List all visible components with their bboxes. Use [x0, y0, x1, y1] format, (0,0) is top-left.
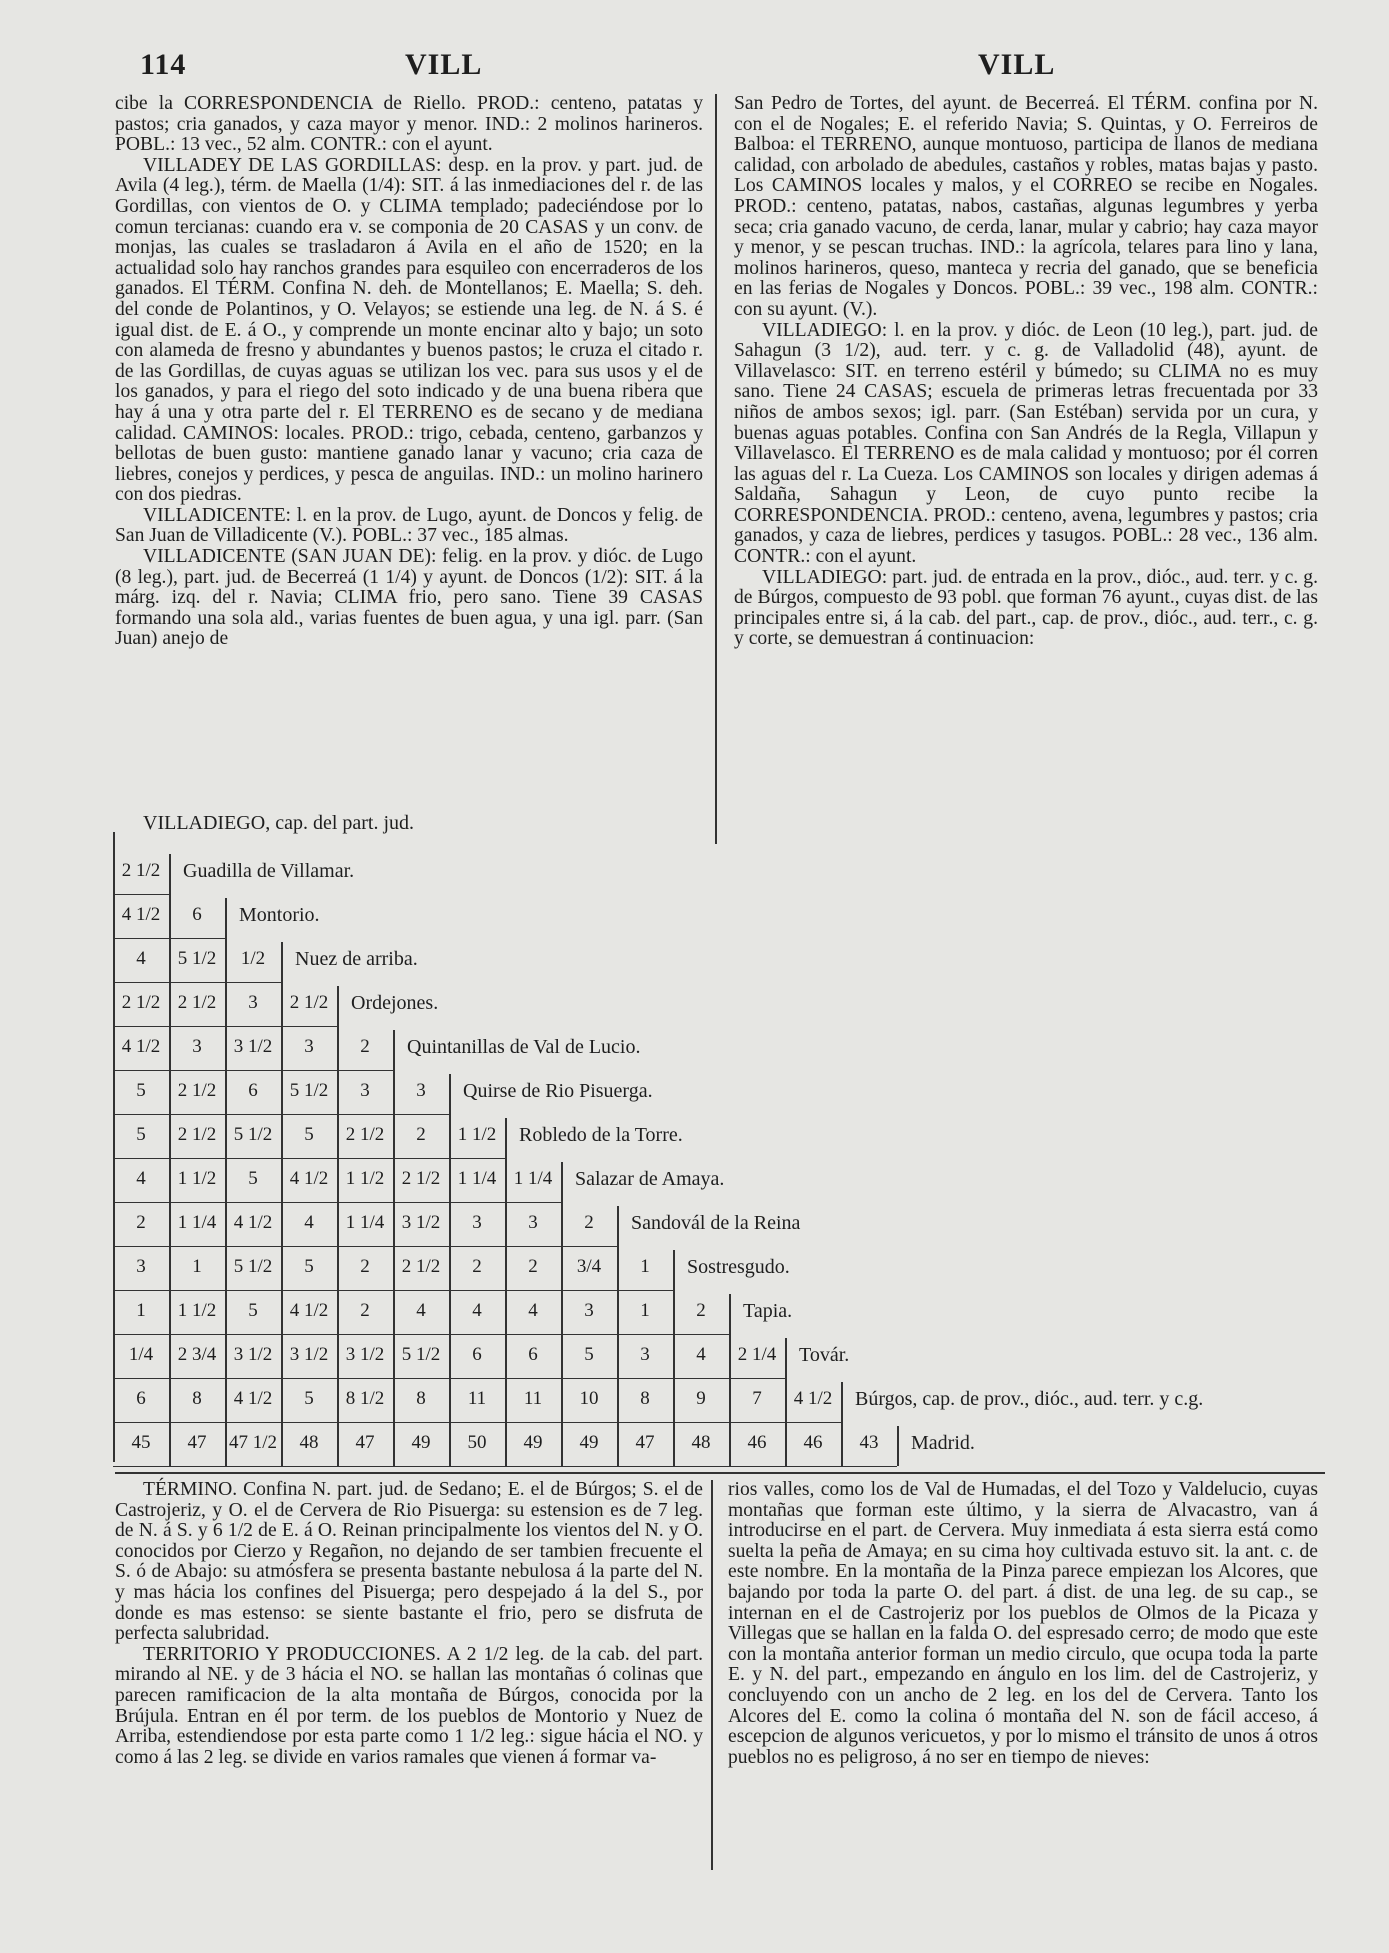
column-divider — [711, 1480, 713, 1870]
distance-cell: 2 — [472, 1256, 482, 1277]
distance-cell: 45 — [131, 1432, 151, 1453]
distance-cell: 2 — [416, 1124, 426, 1145]
column-rule — [841, 1382, 843, 1466]
column-rule — [113, 832, 115, 1462]
distance-cell: 3 — [584, 1300, 594, 1321]
bottom-right-column — [728, 1480, 1318, 1768]
distance-cell: 2 — [360, 1300, 370, 1321]
distance-cell: 2 1/2 — [345, 1124, 385, 1145]
town-name: Madrid. — [911, 1432, 975, 1454]
distance-cell: 3 — [472, 1212, 482, 1233]
distance-cell: 4 1/2 — [793, 1388, 833, 1409]
page-number: 114 — [140, 48, 187, 81]
town-name: Ordejones. — [351, 992, 439, 1014]
distance-cell: 3 — [248, 992, 258, 1013]
paragraph: cibe la CORRESPONDENCIA de Riello. PROD.: centeno, patatas y pastos; cria ganados, y caza mayor y menor. IND.: 2 molinos harineros. POBL.: 13 vec., 52 alm. CONTR.: con el ayunt. — [115, 93, 703, 156]
distance-cell: 4 1/2 — [233, 1388, 273, 1409]
entry-villadicente-san-juan: VILLADICENTE (SAN JUAN DE): felig. en la prov. y dióc. de Lugo (8 leg.), part. jud. de Becerreá (1 1/4) y ayunt. de Doncos (1/2): SIT. á la márg. izq. del r. Navia; CLIMA frio, pero sano. Tiene 39 CASAS formando una sola ald., varias fuentes de buen agua, y una igl. parr. (San Juan) anejo de — [115, 546, 703, 650]
town-name: Búrgos, cap. de prov., dióc., aud. terr. y c.g. — [855, 1388, 1204, 1410]
distance-cell: 5 — [584, 1344, 594, 1365]
distance-cell: 3 1/2 — [401, 1212, 441, 1233]
distance-cell: 2 — [360, 1036, 370, 1057]
distance-cell: 3 — [136, 1256, 146, 1277]
running-head-right: VILL — [978, 48, 1056, 81]
distance-cell: 6 — [192, 904, 202, 925]
distance-cell: 48 — [691, 1432, 711, 1453]
town-name: Sandovál de la Reina — [631, 1212, 801, 1234]
distance-cell: 1 1/2 — [457, 1124, 497, 1145]
distance-cell: 50 — [467, 1432, 487, 1453]
row-rule — [113, 1422, 841, 1423]
town-name: Továr. — [799, 1344, 850, 1366]
distance-cell: 1 — [192, 1256, 202, 1277]
distance-cell: 3 — [304, 1036, 314, 1057]
distance-cell: 3 — [360, 1080, 370, 1101]
distance-cell: 3 1/2 — [289, 1344, 329, 1365]
distance-cell: 47 — [355, 1432, 375, 1453]
distance-cell: 8 — [192, 1388, 202, 1409]
distance-cell: 5 — [136, 1124, 146, 1145]
distance-cell: 49 — [579, 1432, 599, 1453]
distance-cell: 4 — [696, 1344, 706, 1365]
column-rule — [561, 1162, 563, 1466]
distance-cell: 5 — [304, 1256, 314, 1277]
distance-cell: 5 — [248, 1168, 258, 1189]
town-name: Sostresgudo. — [687, 1256, 790, 1278]
bottom-left-column — [115, 1480, 703, 1768]
distance-cell: 46 — [803, 1432, 823, 1453]
town-name: Salazar de Amaya. — [575, 1168, 725, 1190]
distance-cell: 6 — [248, 1080, 258, 1101]
continuation-paragraph: rios valles, como los de Val de Humadas, el del Tozo y Valdelucio, cuyas montañas que forman este último, y la sierra de Alvacastro, van á introducirse en el part. de Cervera. Muy inmediata á esta sierra está como suelta la peña de Amaya; en su cima hoy cultivada estuvo sit. la ant. c. de este nombre. En la montaña de la Pinza parece empiezan los Alcores, que bajando por toda la parte O. del part. á dist. de una leg. de su cap., se internan en el de Castrojeriz por los pueblos de Olmos de la Picaza y Villegas que se hallan en la falda O. del espresado cerro; de modo que este con la montaña anterior forman un medio circulo, que ocupa toda la parte E. y N. del part., empezando en ángulo en los lim. del de Castrojeriz, y concluyendo con un ancho de 2 leg. en los del de Cervera. Tanto los Alcores del E. como la colina ó montaña del N. son de fácil acceso, á escepcion de algunos vericuetos, y por lo mismo el tránsito de unos á otros pueblos no es peligroso, á no ser en tiempo de nieves: — [728, 1479, 1318, 1768]
distance-cell: 1 1/2 — [177, 1300, 217, 1321]
distance-cell: 2 3/4 — [177, 1344, 217, 1365]
distance-cell: 4 — [304, 1212, 314, 1233]
row-rule — [113, 1070, 393, 1071]
distance-cell: 4 — [472, 1300, 482, 1321]
termino-paragraph: TÉRMINO. Confina N. part. jud. de Sedano; E. el de Búrgos; S. el de Castrojeriz, y O. el de Cervera de Rio Pisuerga: su estension es de 7 leg. de N. á S. y 6 1/2 de E. á O. Reinan principalmente los vientos del N. y O. conocidos por Cierzo y Regañon, no dejando de ser tambien frecuente el S. ó de Abajo: su atmósfera se presenta bastante nebulosa á la parte del N. y mas hácia los confines del Pisuerga; pero despejado á la del S., por donde es mas estenso: se siente bastante el frio, pero se disfruta de perfecta salubridad. — [115, 1479, 703, 1645]
column-rule — [225, 898, 227, 1466]
distance-cell: 2 — [360, 1256, 370, 1277]
entry-villadiego-leon: VILLADIEGO: l. en la prov. y dióc. de Leon (10 leg.), part. jud. de Sahagun (3 1/2), aud. terr. y c. g. de Valladolid (48), ayunt. de Villavelasco: SIT. en terreno estéril y búmedo; su CLIMA no es muy sano. Tiene 24 CASAS; escuela de primeras letras frecuentada por 33 niños de ambos sexos; igl. parr. (San Estéban) servida por un cura, y buenas aguas potables. Confina con San Andrés de la Regla, Villapun y Villavelasco. El TERRENO es de mala calidad y montuoso; por él corren las aguas del r. La Cueza. Los CAMINOS son locales y dirigen ademas á Saldaña, Sahagun y Leon, de cuyo punto recibe la CORRESPONDENCIA. PROD.: centeno, avena, legumbres y pastos; cria ganados, y caza de liebres, perdices y tasugos. POBL.: 28 vec., 136 alm. CONTR.: con el ayunt. — [734, 319, 1318, 568]
distance-cell: 46 — [747, 1432, 767, 1453]
distance-cell: 8 — [640, 1388, 650, 1409]
distance-cell: 2 — [136, 1212, 146, 1233]
distance-cell: 3 — [192, 1036, 202, 1057]
table-head: VILLADIEGO, cap. del part. jud. — [143, 812, 415, 834]
distance-cell: 2 1/2 — [177, 1080, 217, 1101]
distance-cell: 5 1/2 — [289, 1080, 329, 1101]
column-rule — [281, 942, 283, 1466]
town-name: Nuez de arriba. — [295, 948, 418, 970]
distance-cell: 49 — [523, 1432, 543, 1453]
distance-cell: 4 1/2 — [289, 1300, 329, 1321]
territorio-paragraph: TERRITORIO Y PRODUCCIONES. A 2 1/2 leg. de la cab. del part. mirando al NE. y de 3 hácia el NO. se hallan las montañas ó colinas que parecen ramificacion de la alta montaña de Búrgos, conocida por la Brújula. Entran en él por term. de los pueblos de Montorio y Nuez de Arriba, estendiendose por esta parte como 1 1/2 leg.: sigue hácia el NO. y como á las 2 leg. se divide en varios ramales que vienen á formar va- — [115, 1643, 703, 1768]
distance-cell: 2 1/2 — [177, 992, 217, 1013]
running-head-left: VILL — [405, 48, 483, 81]
row-rule — [113, 1158, 505, 1159]
distance-cell: 2 1/2 — [121, 860, 161, 881]
distance-cell: 4 — [136, 1168, 146, 1189]
distance-cell: 8 — [416, 1388, 426, 1409]
distance-cell: 4 1/2 — [289, 1168, 329, 1189]
column-rule — [169, 854, 171, 1466]
row-rule — [113, 1334, 729, 1335]
distance-cell: 3 1/2 — [233, 1344, 273, 1365]
distance-cell: 1 — [136, 1300, 146, 1321]
distance-cell: 4 1/2 — [121, 904, 161, 925]
distance-cell: 5 1/2 — [233, 1124, 273, 1145]
entry-villadicente: VILLADICENTE: l. en la prov. de Lugo, ayunt. de Doncos y felig. de San Juan de Villadicente (V.). POBL.: 37 vec., 185 almas. — [115, 504, 703, 547]
distance-cell: 3 — [528, 1212, 538, 1233]
town-name: Guadilla de Villamar. — [183, 860, 355, 882]
town-name: Tapia. — [743, 1300, 793, 1322]
right-column — [734, 94, 1318, 650]
column-rule — [617, 1206, 619, 1466]
distance-cell: 47 — [635, 1432, 655, 1453]
column-divider — [715, 94, 717, 844]
distance-cell: 1/4 — [128, 1344, 154, 1365]
distance-cell: 2 1/2 — [121, 992, 161, 1013]
distance-cell: 2 1/2 — [401, 1168, 441, 1189]
distance-cell: 43 — [859, 1432, 879, 1453]
distance-cell: 5 1/2 — [233, 1256, 273, 1277]
distance-cell: 5 1/2 — [401, 1344, 441, 1365]
distance-cell: 7 — [752, 1388, 762, 1409]
distance-cell: 5 1/2 — [177, 948, 217, 969]
distance-cell: 3 — [640, 1344, 650, 1365]
distance-cell: 48 — [299, 1432, 319, 1453]
town-name: Montorio. — [239, 904, 320, 926]
distance-cell: 5 — [304, 1388, 314, 1409]
distance-cell: 5 — [304, 1124, 314, 1145]
distance-cell: 2 — [696, 1300, 706, 1321]
distance-cell: 1 — [640, 1300, 650, 1321]
distance-cell: 4 — [416, 1300, 426, 1321]
distance-cell: 49 — [411, 1432, 431, 1453]
row-rule — [113, 1246, 617, 1247]
distance-cell: 2 1/4 — [737, 1344, 777, 1365]
column-rule — [897, 1426, 899, 1466]
distance-cell: 1/2 — [240, 948, 266, 969]
town-name: Robledo de la Torre. — [519, 1124, 683, 1146]
distance-cell: 1 1/2 — [345, 1168, 385, 1189]
column-rule — [729, 1294, 731, 1466]
distance-cell: 3 1/2 — [233, 1036, 273, 1057]
distance-cell: 1 1/2 — [177, 1168, 217, 1189]
distance-cell: 5 — [248, 1300, 258, 1321]
town-name: Quirse de Rio Pisuerga. — [463, 1080, 653, 1102]
town-name: Quintanillas de Val de Lucio. — [407, 1036, 641, 1058]
column-rule — [505, 1118, 507, 1466]
table-bottom-rule — [115, 1472, 1325, 1474]
distance-cell: 9 — [696, 1388, 706, 1409]
distance-cell: 47 1/2 — [228, 1432, 278, 1453]
column-rule — [449, 1074, 451, 1466]
distance-cell: 8 1/2 — [345, 1388, 385, 1409]
distance-cell: 2 1/2 — [177, 1124, 217, 1145]
column-rule — [673, 1250, 675, 1466]
distance-cell: 2 1/2 — [401, 1256, 441, 1277]
distance-cell: 3 1/2 — [345, 1344, 385, 1365]
distance-cell: 2 — [528, 1256, 538, 1277]
distance-cell: 4 1/2 — [233, 1212, 273, 1233]
entry-villadey: VILLADEY DE LAS GORDILLAS: desp. en la prov. y part. jud. de Avila (4 leg.), térm. de Maella (1/4): SIT. á las inmediaciones del r. de las Gordillas, con vientos de O. y CLIMA templado; padeciéndose por lo comun tercianas: cuando era v. se componia de 20 CASAS y un conv. de monjas, las cuales se trasladaron á Avila en el año de 1520; en la actualidad solo hay ranchos grandes para esquileo con encerraderos de los ganados. El TÉRM. Confina N. deh. de Montellanos; E. Maella; S. deh. del conde de Polantinos, y O. Velayos; se estiende una leg. de N. á S. é igual dist. de E. á O., y comprende un monte encinar alto y bajo; un soto con alameda de fresno y abundantes y buenos pastos; le cruza el citado r. de las Gordillas, de cuyas aguas se utilizan los vec. para sus usos y el de los ganados, y para el riego del soto indicado y de una buena ribera que hay á una y otra parte del r. El TERRENO es de secano y de mediana calidad. CAMINOS: locales. PROD.: trigo, cebada, centeno, garbanzos y bellotas de buen gusto: mantiene ganado lanar y vacuno; cria caza de liebres, conejos y perdices, y pesca de anguilas. IND.: un molino harinero con dos piedras. — [115, 154, 703, 506]
distance-cell: 1 1/4 — [345, 1212, 385, 1233]
distance-cell: 1 1/4 — [457, 1168, 497, 1189]
left-column — [115, 94, 703, 650]
distance-cell: 11 — [467, 1388, 487, 1409]
row-rule — [113, 894, 169, 895]
distance-table — [115, 812, 1325, 1470]
distance-cell: 4 — [528, 1300, 538, 1321]
row-rule — [113, 982, 281, 983]
distance-cell: 47 — [187, 1432, 207, 1453]
distance-cell: 5 — [136, 1080, 146, 1101]
distance-cell: 6 — [528, 1344, 538, 1365]
paragraph: San Pedro de Tortes, del ayunt. de Becerreá. El TÉRM. confina por N. con el de Nogales; E. el referido Navia; S. Quintas, y O. Ferreiros de Balboa: el TERRENO, aunque montuoso, participa de llanos de mediana calidad, con arbolado de abedules, castaños y robles, matas bajas y pasto. Los CAMINOS locales y malos, y el CORREO se recibe en Nogales. PROD.: centeno, patatas, nabos, castañas, algunas legumbres y yerba seca; cria ganado vacuno, de cerda, lanar, mular y cabrio; hay caza mayor y menor, y se pescan truchas. IND.: la agrícola, telares para lino y lana, molinos harineros, queso, manteca y recria del ganado, que se beneficia en las ferias de Nogales y Doncos. POBL.: 39 vec., 198 alm. CONTR.: con su ayunt. (V.). — [734, 93, 1318, 320]
distance-cell: 11 — [523, 1388, 543, 1409]
column-rule — [393, 1030, 395, 1466]
entry-villadiego-burgos: VILLADIEGO: part. jud. de entrada en la prov., dióc., aud. terr. y c. g. de Búrgos, compuesto de 93 pobl. que forman 76 ayunt., cuyas dist. de las principales entre si, á la cab. del part., cap. de prov., dióc., aud. terr., c. g. y corte, se demuestran á continuacion: — [734, 566, 1318, 650]
distance-cell: 1 1/4 — [513, 1168, 553, 1189]
distance-cell: 3/4 — [576, 1256, 602, 1277]
distance-cell: 4 — [136, 948, 146, 969]
distance-cell: 3 — [416, 1080, 426, 1101]
distance-cell: 6 — [136, 1388, 146, 1409]
distance-cell: 4 1/2 — [121, 1036, 161, 1057]
distance-cell: 10 — [579, 1388, 599, 1409]
row-rule — [113, 1466, 897, 1467]
distance-cell: 1 1/4 — [177, 1212, 217, 1233]
distance-cell: 2 1/2 — [289, 992, 329, 1013]
distance-cell: 1 — [640, 1256, 650, 1277]
column-rule — [337, 986, 339, 1466]
column-rule — [785, 1338, 787, 1466]
distance-cell: 2 — [584, 1212, 594, 1233]
distance-cell: 6 — [472, 1344, 482, 1365]
